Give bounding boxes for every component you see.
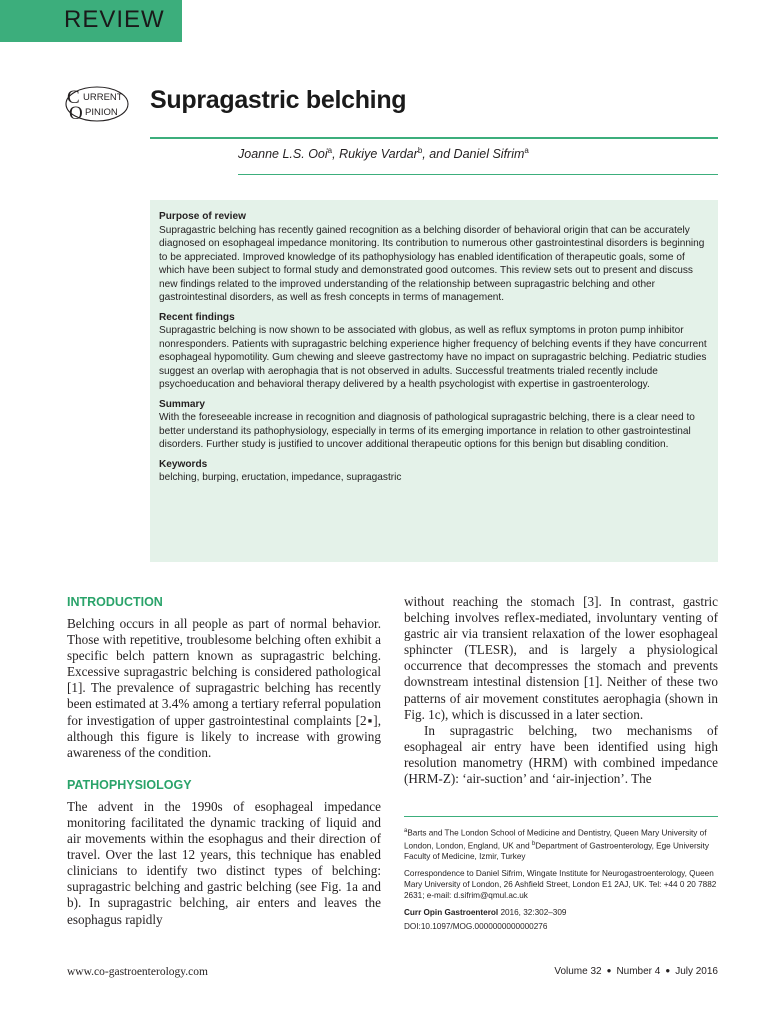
journal-name: Curr Opin Gastroenterol	[404, 908, 499, 918]
affiliations	[404, 826, 720, 862]
purpose-heading: Purpose of review	[159, 211, 246, 222]
doi: DOI:10.1097/MOG.0000000000000276	[404, 922, 548, 932]
bullet-separator: ●	[606, 966, 612, 975]
introduction-paragraph: Belching occurs in all people as part of normal behavior. Those with repetitive, troublesome belching often exhibit a specific belch pattern known as supragastric belching. Excessive supragastric belching is considered pathological [1]. The prevalence of supragastric belching has recently been estimated at 3.4% among a tertiary referral population for investigation of upper gastrointestinal complaints [2▪], although this figure is likely to increase with growing awareness of the condition.	[67, 616, 381, 760]
journal-website: www.co-gastroenterology.com	[67, 966, 208, 978]
affiliation-b: Department of Gastroenterology, Ege University Faculty of Medicine, Izmir, Turkey	[404, 841, 709, 862]
authors-divider	[238, 174, 718, 175]
article-title: Supragastric belching	[150, 86, 407, 114]
body-paragraph: without reaching the stomach [3]. In contrast, gastric belching involves reflex-mediated, involuntary venting of gastric air via transient relaxation of the lower esophageal sphincter (TLESR), and is largely a physiological occurrence that decompresses the stomach and prevents downstream intestinal distension [1]. Neither of these two patterns of air movement constitutes aerophagia (shown in Fig. 1c), which is discussed in a later section.	[404, 594, 718, 722]
logo-line2: PINION	[85, 107, 118, 118]
volume: Volume 32	[554, 966, 602, 977]
introduction-heading: INTRODUCTION	[67, 595, 163, 609]
right-column	[404, 594, 718, 787]
issue-date: July 2016	[675, 966, 718, 977]
pathophysiology-paragraph: The advent in the 1990s of esophageal impedance monitoring facilitated the dynamic tracking of liquid and air movements within the esophagus and their direction of travel. Over the last 12 years, this technique has enabled clinicians to identify two distinct types of belching: supragastric belching and gastric belching (see Fig. 1a and b). In supragastric belching, air enters and leaves the esophagus rapidly	[67, 798, 381, 927]
summary-heading: Summary	[159, 398, 206, 410]
logo-letter-c: C	[67, 87, 80, 108]
author-affiliation-mark: a	[327, 146, 333, 155]
author-affiliation-mark: b	[417, 146, 423, 155]
summary-text: With the foreseeable increase in recognition and diagnosis of pathological supragastric belching, there is a clear need to better understand its pathophysiology, especially in terms of its emerging importance in relation to other gastrointestinal disorders. Further study is justified to uncover additional therapeutic options for this benign but disabling condition.	[159, 412, 695, 450]
affiliation-a: Barts and The London School of Medicine and Dentistry, Queen Mary University of London, London, England, UK and	[404, 828, 707, 851]
citation	[404, 907, 720, 918]
title-divider	[150, 137, 718, 139]
keywords-text: belching, burping, eructation, impedance, supragastric	[159, 472, 402, 483]
logo-line1: URRENT	[83, 92, 123, 103]
body-paragraph: In supragastric belching, two mechanisms of esophageal air entry have been identified using high resolution manometry (HRM) with combined impedance (HRM-Z): ‘air-suction’ and ‘air-injection’. The	[404, 722, 718, 787]
affiliation-mark-a: a	[404, 828, 408, 834]
author-affiliation-mark: a	[524, 146, 529, 155]
left-column	[67, 594, 381, 928]
author-name: Rukiye Vardar	[339, 147, 418, 162]
section-tab: REVIEW	[0, 0, 182, 42]
footnotes	[404, 826, 720, 938]
logo-letter-o: O	[69, 103, 83, 124]
keywords-heading: Keywords	[159, 458, 208, 470]
affiliation-mark-b: b	[531, 840, 536, 847]
correspondence: Correspondence to Daniel Sifrim, Wingate Institute for Neurogastroenterology, Queen Mary University of London, 26 Ashfield Street, London E1 2AJ, UK. Tel: +44 0 20 7882 2631; e-mail: d.sifrim@qmul.ac.uk	[404, 869, 717, 901]
author-name: Joanne L.S. Ooi	[238, 147, 328, 162]
findings-heading: Recent findings	[159, 311, 235, 323]
issue-number: Number 4	[616, 966, 661, 977]
author-name: Daniel Sifrim	[453, 147, 525, 162]
bullet-separator: ●	[665, 966, 671, 975]
footnote-divider	[404, 816, 718, 817]
author-list: Joanne L.S. Ooi$^a$, Rukiye Vardar$^b$, and Daniel Sifrim$^a$	[238, 146, 529, 162]
journal-volume: 2016, 32:302–309	[498, 908, 567, 918]
purpose-text: Supragastric belching has recently gained recognition as a belching disorder of behavioral origin that can be accurately diagnosed on esophageal impedance monitoring. Its contribution to numerous other gastrointestinal disorders is beginning to be appreciated. Improved knowledge of its pathophysiology has enabled identification of therapeutic goals, some of which have been subject to formal study and demonstrated good outcomes. This review sets out to present and discuss new findings related to the improved understanding of the relationship between supragastric belching and other gastrointestinal disorders, as well as fresh concepts in terms of management.	[159, 224, 705, 303]
current-opinion-logo	[64, 84, 130, 124]
issue-info	[554, 966, 718, 977]
findings-text: Supragastric belching is now shown to be associated with globus, as well as reflux symptoms in proton pump inhibitor nonresponders. Patients with supragastric belching experience higher frequency of belching events if they have concurrent esophageal hypomotility. Gum chewing and sleeve gastrectomy have no impact on supragastric belching. Pediatric studies suggest an overlap with aerophagia that is not observed in adults. Successful treatments trialed recently include psychoeducation and behavioral therapy delivered by a health psychologist with expertise in gastroenterology.	[159, 325, 707, 390]
abstract-box	[150, 200, 718, 562]
pathophysiology-heading: PATHOPHYSIOLOGY	[67, 777, 192, 792]
